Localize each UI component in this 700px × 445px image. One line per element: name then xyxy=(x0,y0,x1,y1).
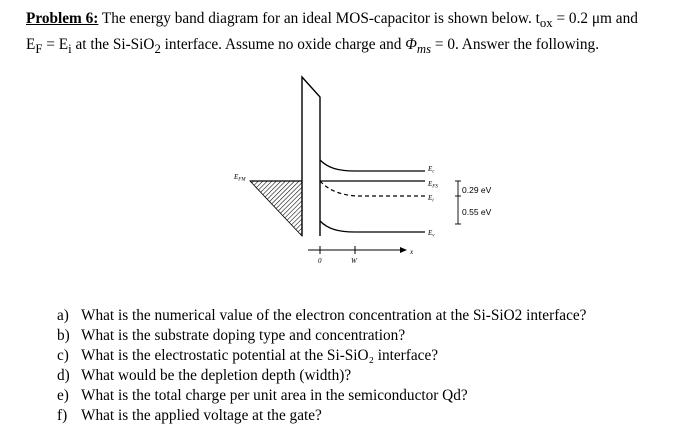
question-item xyxy=(57,306,586,326)
conduction-band-ec xyxy=(320,160,425,171)
question-item xyxy=(57,346,586,366)
phi-symbol: Φ xyxy=(405,36,417,54)
intrinsic-level-ei xyxy=(320,181,425,196)
ei-subscript: i xyxy=(68,42,72,57)
problem-text: = 0.2 μm and xyxy=(552,10,638,27)
question-label: a) xyxy=(57,307,69,324)
question-item xyxy=(57,326,586,346)
question-label: b) xyxy=(57,327,70,344)
ef-subscript: F xyxy=(35,42,43,57)
problem-text: = 0. Answer the following. xyxy=(431,36,600,54)
problem-text: The energy band diagram for an ideal MOS-capacitor is shown below. t xyxy=(98,10,540,27)
ec-label: $E_c$ xyxy=(428,165,435,175)
phi-subscript: ms xyxy=(416,42,432,57)
x-label-w: W xyxy=(351,257,357,265)
x-label-zero: 0 xyxy=(318,257,322,265)
question-item xyxy=(57,406,586,426)
question-label: d) xyxy=(57,367,70,384)
oxide-band xyxy=(302,77,320,236)
question-list xyxy=(57,306,586,426)
sio2-subscript: 2 xyxy=(154,42,161,57)
ef-symbol: E xyxy=(26,36,36,54)
metal-hatched-region xyxy=(250,181,302,236)
gap-marker-029 xyxy=(455,181,461,196)
question-text: What is the substrate doping type and concentration? xyxy=(81,327,406,344)
question-label: f) xyxy=(57,407,68,424)
x-axis-label: x xyxy=(410,248,414,256)
problem-text: interface. Assume no oxide charge and xyxy=(160,36,406,54)
question-text: What is the electrostatic potential at the Si-SiO₂ interface? xyxy=(81,347,439,364)
question-item xyxy=(57,386,586,406)
gap-value-029: 0.29 eV xyxy=(462,185,492,195)
ei-label: $E_i$ xyxy=(428,194,434,204)
problem-label: Problem 6: xyxy=(26,10,99,27)
question-text: What would be the depletion depth (width)? xyxy=(81,367,352,384)
x-axis-arrow-icon xyxy=(400,247,407,253)
gap-marker-055 xyxy=(455,196,461,224)
ev-label: $E_v$ xyxy=(428,229,435,239)
question-item xyxy=(57,366,586,386)
efm-label: $E_{FM}$ xyxy=(234,173,246,183)
valence-band-ev xyxy=(320,221,425,232)
question-text: What is the total charge per unit area in the semiconductor Qd? xyxy=(81,387,468,404)
problem-text: = E xyxy=(42,36,69,54)
question-text: What is the applied voltage at the gate? xyxy=(81,407,322,424)
tox-subscript: ox xyxy=(539,16,553,31)
problem-text: at the Si-SiO xyxy=(71,36,155,54)
question-label: e) xyxy=(57,387,69,404)
efs-label: $E_{FS}$ xyxy=(428,180,438,190)
question-text: What is the numerical value of the electron concentration at the Si-SiO2 interface? xyxy=(81,307,587,324)
question-label: c) xyxy=(57,347,69,364)
gap-value-055: 0.55 eV xyxy=(462,207,492,217)
